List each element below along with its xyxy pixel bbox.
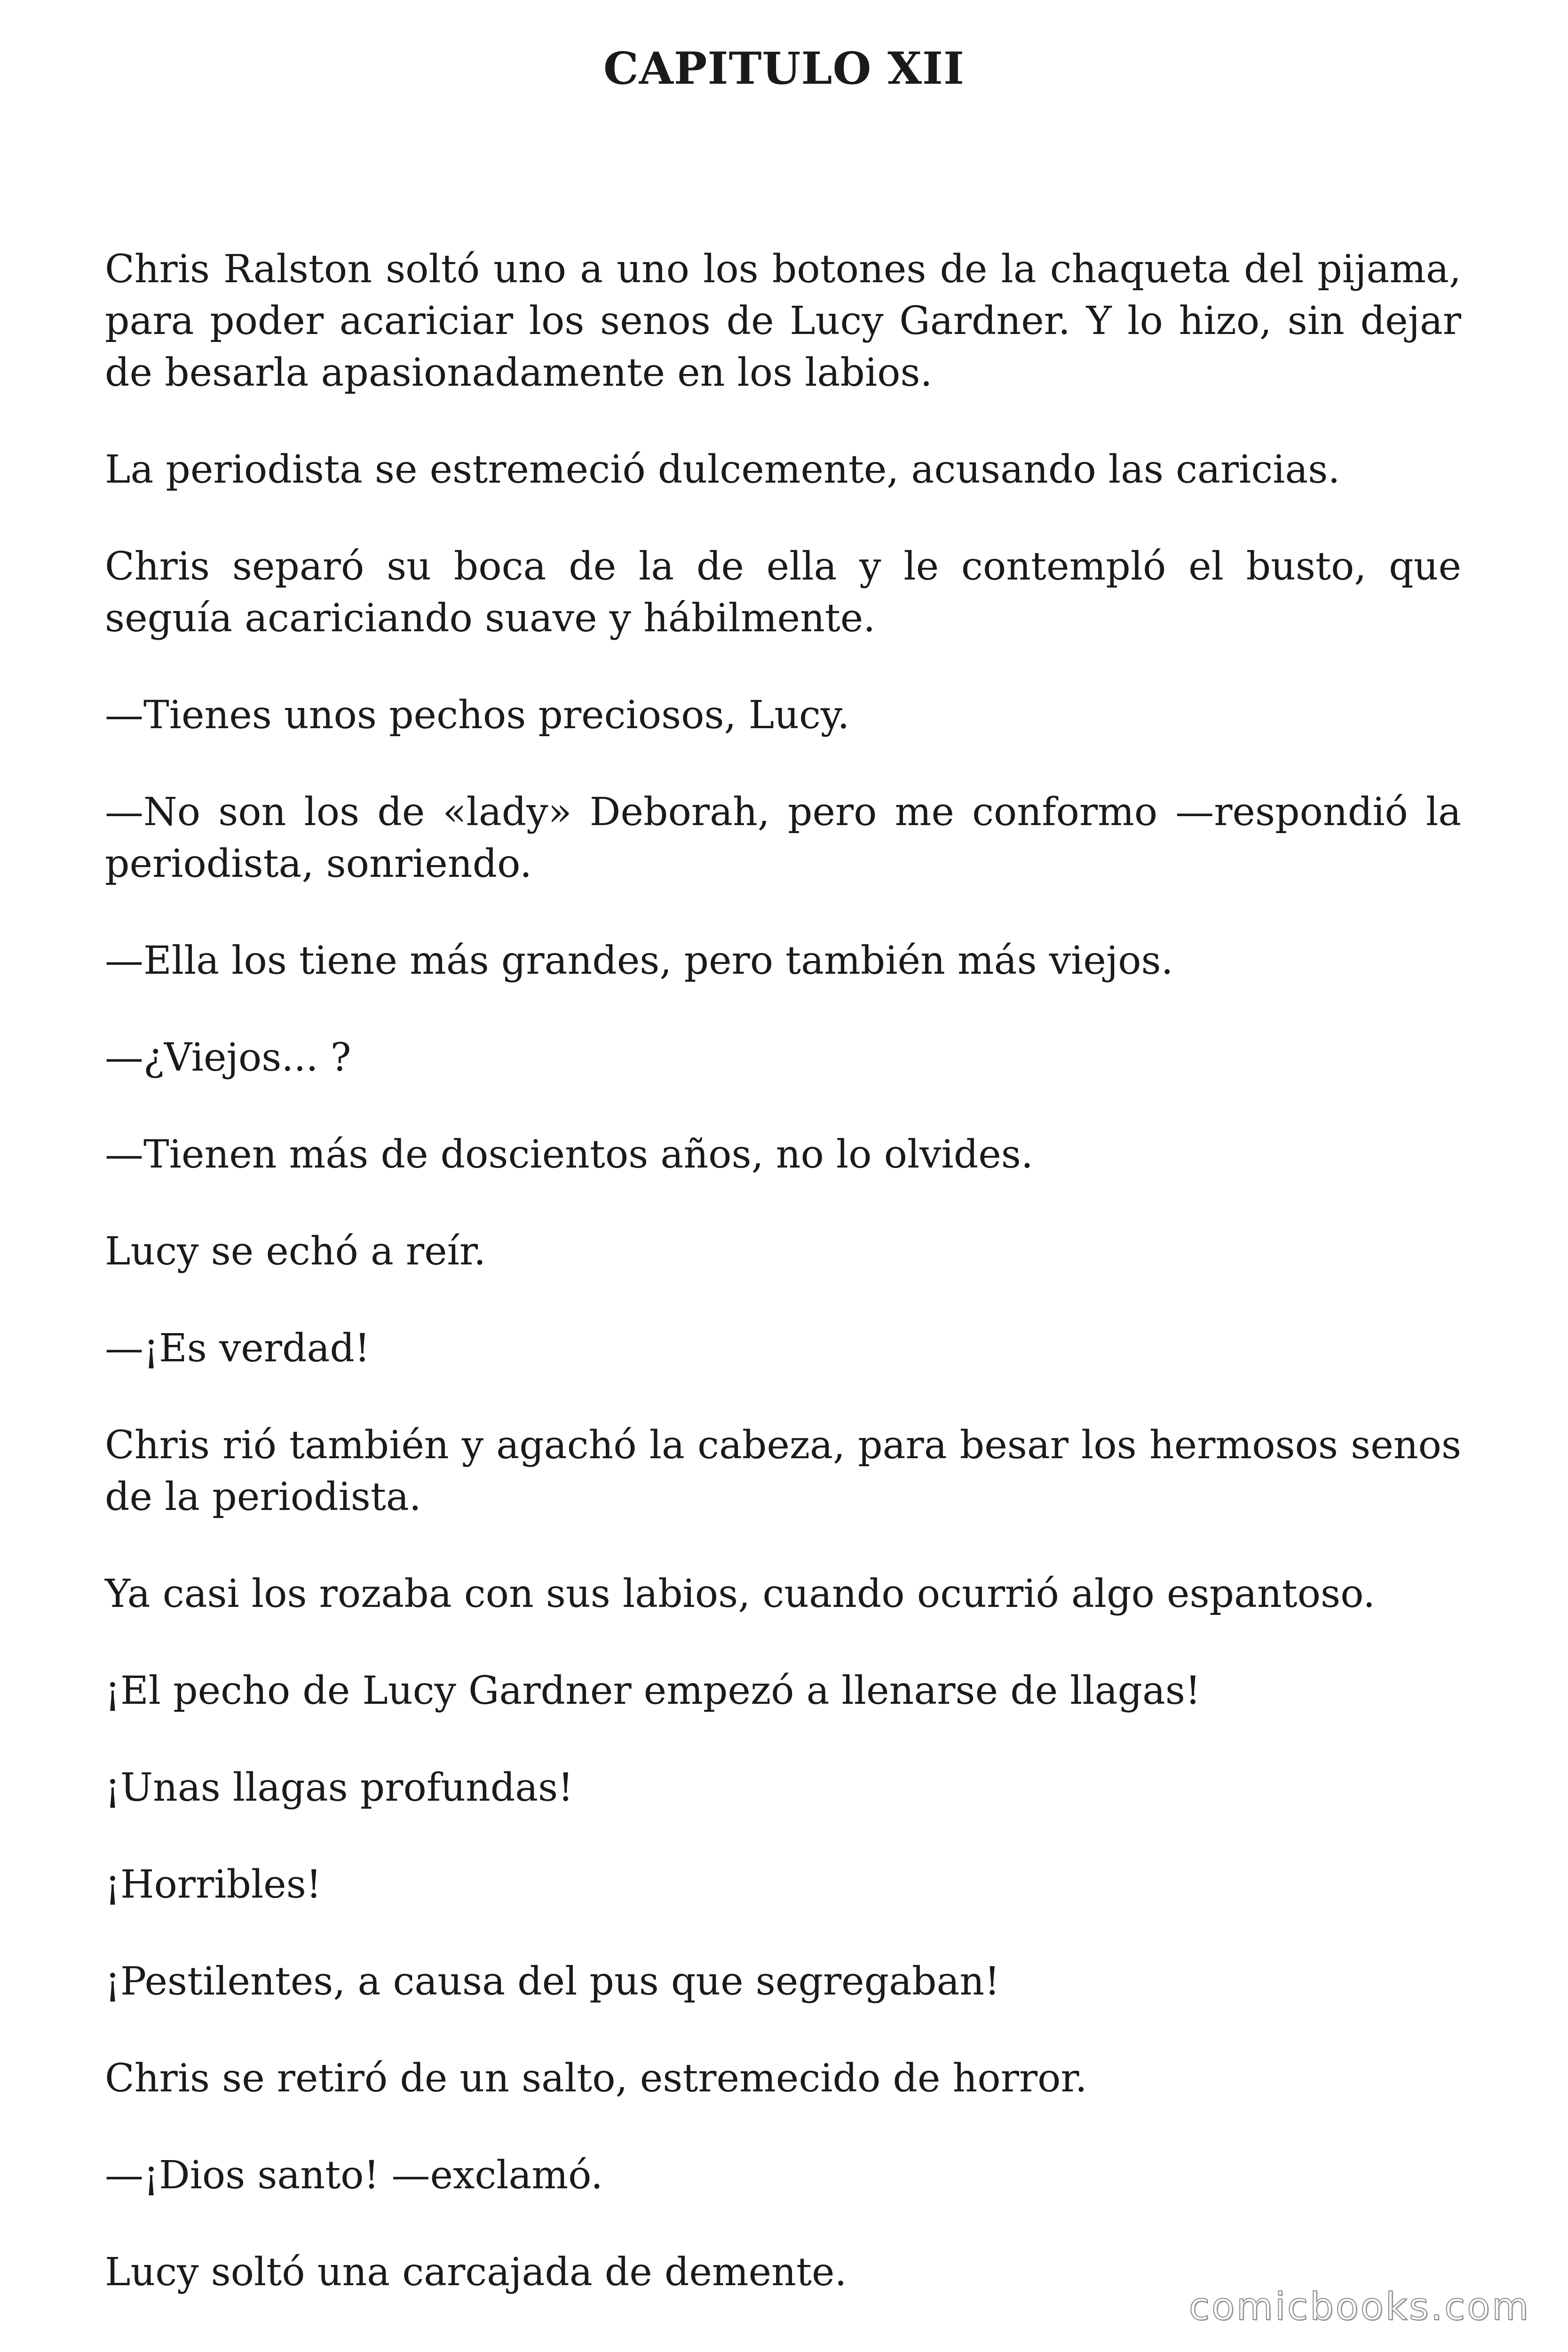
watermark: comicbooks.com bbox=[1188, 2285, 1530, 2328]
paragraph: —¡Dios santo! —exclamó. bbox=[105, 2153, 603, 2198]
chapter-title: CAPITULO XII bbox=[603, 43, 965, 95]
paragraph: ¡El pecho de Lucy Gardner empezó a llenarse de llagas! bbox=[105, 1669, 1201, 1713]
paragraph: Lucy soltó una carcajada de demente. bbox=[105, 2250, 847, 2295]
paragraph: ¡Pestilentes, a causa del pus que segregaban! bbox=[105, 1959, 1000, 2004]
chapter-body bbox=[105, 244, 1461, 2344]
paragraph: Lucy se echó a reír. bbox=[105, 1229, 486, 1274]
paragraph: —No son los de «lady» Deborah, pero me conformo —respondió la periodista, sonriendo. bbox=[105, 790, 1461, 886]
paragraph: Chris separó su boca de la de ella y le contempló el busto, que seguía acariciando suave y hábilmente. bbox=[105, 544, 1461, 641]
paragraph: —Tienes unos pechos preciosos, Lucy. bbox=[105, 693, 850, 738]
paragraph: —¡Es verdad! bbox=[105, 1326, 370, 1371]
paragraph: Chris rió también y agachó la cabeza, para besar los hermosos senos de la periodista. bbox=[105, 1423, 1461, 1519]
paragraph: ¡Horribles! bbox=[105, 1862, 322, 1907]
paragraph: La periodista se estremeció dulcemente, acusando las caricias. bbox=[105, 447, 1340, 492]
paragraph: Chris se retiró de un salto, estremecido de horror. bbox=[105, 2056, 1087, 2101]
paragraph: Chris Ralston soltó uno a uno los botones de la chaqueta del pijama, para poder acariciar los senos de Lucy Gardner. Y lo hizo, sin dejar de besarla apasionadamente en los labios. bbox=[105, 247, 1461, 395]
paragraph: —¿Viejos... ? bbox=[105, 1035, 351, 1080]
paragraph: Ya casi los rozaba con sus labios, cuando ocurrió algo espantoso. bbox=[105, 1572, 1376, 1616]
paragraph: —Ella los tiene más grandes, pero también más viejos. bbox=[105, 938, 1173, 983]
paragraph: —Tienen más de doscientos años, no lo olvides. bbox=[105, 1132, 1033, 1177]
paragraph: ¡Unas llagas profundas! bbox=[105, 1765, 574, 1810]
